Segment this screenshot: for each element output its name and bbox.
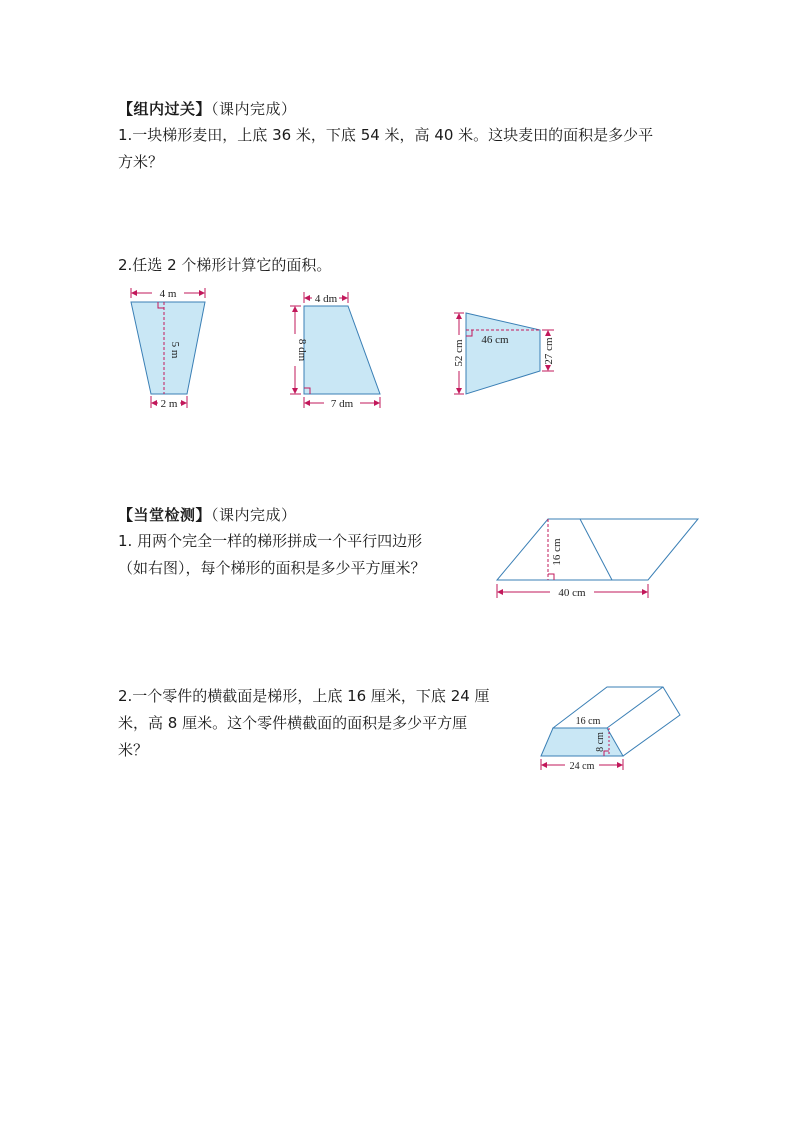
label-bottom: 24 cm	[569, 761, 595, 772]
heading-title: 【组内过关】	[118, 100, 212, 118]
parallelogram-figure	[490, 512, 705, 604]
label-left: 52 cm	[453, 339, 465, 367]
label-top: 4 m	[159, 288, 177, 300]
label-right: 27 cm	[543, 337, 555, 365]
test-question-2-line-2: 米，高 8 厘米。这个零件横截面的面积是多少平方厘	[118, 714, 468, 732]
label-base: 40 cm	[558, 587, 586, 599]
test-question-2	[118, 683, 490, 764]
test-question-1-line-2: （如右图），每个梯形的面积是多少平方厘米？	[118, 559, 426, 577]
label-height: 16 cm	[551, 538, 563, 566]
heading-title: 【当堂检测】	[118, 506, 212, 524]
test-question-2-line-3: 米？	[118, 741, 149, 759]
label-top: 16 cm	[575, 716, 601, 727]
test-question-1-line-1: 1. 用两个完全一样的梯形拼成一个平行四边形	[118, 532, 423, 550]
heading-note: （课内完成）	[211, 506, 297, 524]
label-bottom: 2 m	[160, 398, 178, 410]
label-top: 4 dm	[314, 293, 338, 305]
trapezoid-figure-1	[122, 280, 217, 415]
label-height: 46 cm	[481, 334, 509, 346]
section-heading-class-test	[118, 504, 297, 525]
label-height: 8 dm	[296, 338, 308, 362]
heading-note: （课内完成）	[211, 100, 297, 118]
label-height: 5 m	[169, 341, 181, 359]
trapezoid-figure-2	[280, 284, 390, 414]
question-1-line-2: 方米？	[118, 153, 164, 171]
test-question-1	[118, 528, 426, 582]
section-heading-group-check	[118, 98, 297, 119]
prism-figure	[535, 680, 690, 775]
question-1	[118, 122, 653, 176]
trapezoid-figure-3	[446, 305, 561, 400]
question-1-line-1: 1.一块梯形麦田，上底 36 米，下底 54 米，高 40 米。这块麦田的面积是多少平	[118, 126, 654, 144]
question-2: 2.任选 2 个梯形计算它的面积。	[118, 256, 332, 274]
test-question-2-line-1: 2.一个零件的横截面是梯形，上底 16 厘米，下底 24 厘	[118, 687, 490, 705]
label-height: 8 cm	[595, 732, 606, 752]
label-bottom: 7 dm	[330, 398, 354, 410]
